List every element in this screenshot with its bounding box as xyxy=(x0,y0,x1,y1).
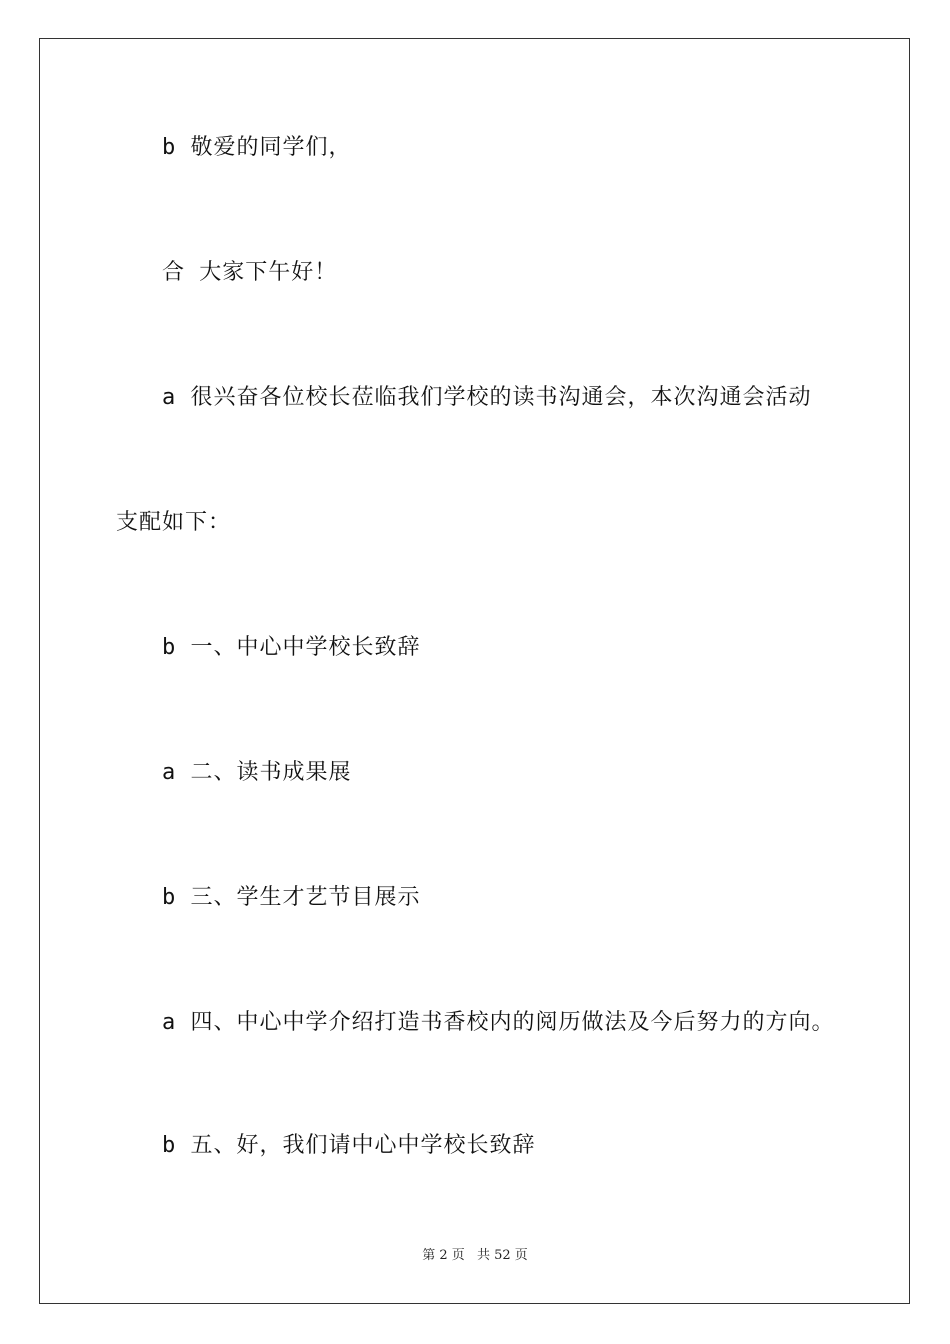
agenda-item-1: b 一、中心中学校长致辞 xyxy=(162,635,421,660)
agenda-item-5: b 五、好，我们请中心中学校长致辞 xyxy=(162,1133,536,1158)
page-number: 第 2 页 xyxy=(422,1248,465,1263)
intro-continuation-line: 支配如下： xyxy=(116,510,232,535)
agenda-item-2: a 二、读书成果展 xyxy=(162,760,352,785)
welcome-line: 合 大家下午好！ xyxy=(162,260,338,285)
page-footer xyxy=(0,1244,950,1263)
agenda-item-4: a 四、中心中学介绍打造书香校内的阅历做法及今后努力的方向。 xyxy=(162,1010,835,1035)
agenda-item-3: b 三、学生才艺节目展示 xyxy=(162,885,421,910)
intro-line: a 很兴奋各位校长莅临我们学校的读书沟通会，本次沟通会活动 xyxy=(162,385,812,410)
greeting-line: b 敬爱的同学们， xyxy=(162,135,352,160)
page-frame xyxy=(39,38,910,1304)
page-total: 共 52 页 xyxy=(476,1248,528,1263)
